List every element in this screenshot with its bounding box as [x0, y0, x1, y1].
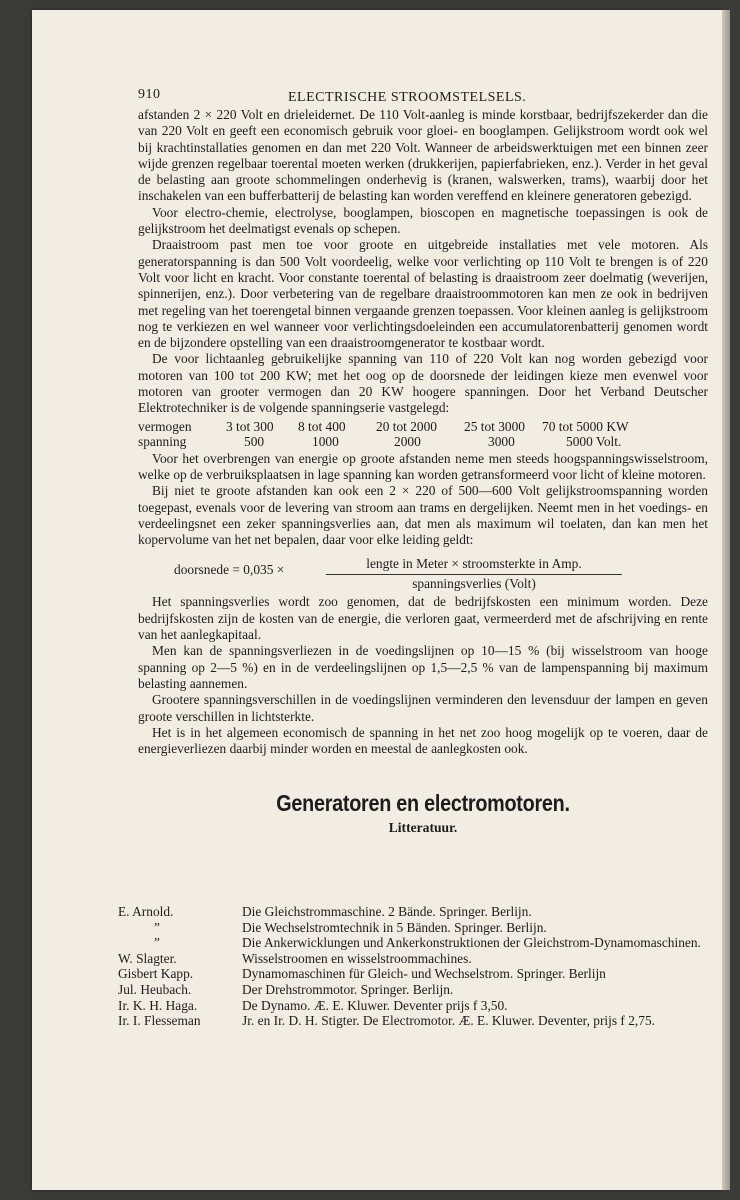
paragraph: Het spanningsverlies wordt zoo genomen, dat de bedrijfskosten een minimum worden. Deze bedrijfskosten zijn de kosten van de energie, die verloren gaat, vermeerderd met de afschrijving en rente van het aanlegkapitaal.: [138, 594, 708, 643]
table-cell: 5000 Volt.: [566, 433, 622, 449]
table-cell: 8 tot 400: [298, 418, 346, 434]
literature-list: [118, 904, 708, 1029]
table-cell: 20 tot 2000: [376, 418, 438, 434]
lit-author: E. Arnold.: [118, 904, 174, 919]
lit-author: Gisbert Kapp.: [118, 966, 194, 982]
list-item: [118, 966, 708, 982]
lit-title: Dynamomaschinen für Gleich- und Wechselstrom. Springer. Berlijn: [242, 966, 606, 982]
lit-author: W. Slagter.: [118, 950, 177, 966]
lit-title: Der Drehstrommotor. Springer. Berlijn.: [242, 981, 454, 997]
paragraph: Bij niet te groote afstanden kan ook een 2 × 220 of 500—600 Volt gelijkstroomspanning worden toegepast, evenals voor de levering van stroom aan trams en dergelijken. Neemt men in het voedings- en verdeelingsnet een zeker spanningsverlies aan, dat men als maximum wil toelaten, dan kan men het kopervolume van het net bepalen, daar voor elke leiding geldt:: [138, 483, 708, 548]
lit-title: Die Ankerwicklungen und Ankerkonstruktionen der Gleichstrom-Dynamomaschinen.: [242, 935, 701, 951]
list-item: [118, 1013, 708, 1029]
paragraph: Voor electro-chemie, electrolyse, booglampen, bioscopen en magnetische toepassingen is ook de gelijkstroom het deelmatigst evenals op schepen.: [138, 204, 708, 237]
list-item: [118, 982, 708, 998]
page-body: [138, 107, 708, 840]
table-header: vermogen: [138, 418, 192, 434]
lit-title: De Dynamo. Æ. E. Kluwer. Deventer prijs f 3,50.: [242, 997, 508, 1013]
lit-title: Die Gleichstrommaschine. 2 Bände. Springer. Berlijn.: [242, 904, 532, 919]
list-item: [118, 920, 708, 936]
paragraph: Draaistroom past men toe voor groote en uitgebreide installaties met vele motoren. Als generatorspanning is dan 500 Volt voordeelig, welke voor verlichting op 110 Volt te brengen is of 220 Volt voor licht en kracht. Voor constante toerental of belasting is draaistroom zeer doelmatig (weverijen, spinnerijen, enz.). Door verbetering van de regelbare draaistroommotoren kan men ze ook in bedrijven met regeling van het toerengetal binnen vergaande grenzen toepassen. Voor kleinen aanleg is gelijkstroom nog te verkiezen en wel wanneer voor verlichtingsdoeleinden een accumulatorenbatterij genomen wordt en de bijzondere opstelling van een draaistroomgenerator te kostbaar wordt.: [138, 237, 708, 351]
section-heading: Generatoren en electromotoren.: [276, 790, 570, 817]
formula-lhs: doorsnede = 0,035 ×: [174, 562, 285, 578]
list-item: [118, 904, 708, 920]
paragraph: Voor het overbrengen van energie op groote afstanden neme men steeds hoogspanningswisselstroom, welke op de verbruiksplaatsen in lage spanning kan worden getransformeerd voor licht of kleine motoren.: [138, 450, 708, 482]
table-header: spanning: [138, 433, 187, 449]
table-cell: 2000: [394, 433, 421, 449]
voltage-table: [138, 419, 708, 449]
formula-numerator: lengte in Meter × stroomsterkte in Amp.: [326, 556, 622, 574]
table-cell: 3 tot 300: [226, 418, 274, 434]
formula: [138, 556, 708, 592]
formula-denominator: spanningsverlies (Volt): [412, 575, 536, 591]
lit-title: Wisselstroomen en wisselstroommachines.: [242, 950, 472, 966]
lit-title: Die Wechselstromtechnik in 5 Bänden. Springer. Berlijn.: [242, 919, 547, 935]
list-item: [118, 951, 708, 967]
table-cell: 3000: [488, 433, 515, 449]
paragraph: afstanden 2 × 220 Volt en drieleidernet. De 110 Volt-aanleg is minde korstbaar, bedrijfszekerder dan die van 220 Volt en geeft een economisch gebruik voor gloei- en booglampen. Gelijkstroom wordt ook wel bij krachtinstallaties genomen en dan met 220 Volt. Wanneer de arbeidswerktuigen met een binnen zeer wijde grenzen regelbaar toerental moeten werken (drukkerijen, papierfabrieken, enz.). Verder in het geval de belasting aan groote schommelingen onderhevig is (kranen, walswerken, trams), waarbij door het inschakelen van een bufferbatterij de belasting kan worden vereffend en kleinere generatoren gebezigd.: [138, 107, 708, 204]
page-number: 910: [138, 87, 161, 102]
table-cell: 1000: [312, 433, 339, 449]
lit-title: Jr. en Ir. D. H. Stigter. De Electromotor. Æ. E. Kluwer. Deventer, prijs f 2,75.: [242, 1013, 656, 1029]
paragraph: Men kan de spanningsverliezen in de voedingslijnen op 10—15 % (bij wisselstroom van hooge spanning op 2—5 %) en in de verdeelingslijnen op 1,5—2,5 % van de lampenspanning bij maximum belasting aannemen.: [138, 643, 708, 691]
formula-fraction: [326, 556, 622, 592]
lit-author: Ir. K. H. Haga.: [118, 997, 198, 1013]
lit-author: ”: [154, 919, 160, 935]
list-item: [118, 998, 708, 1014]
table-cell: 500: [244, 433, 265, 449]
running-title: ELECTRISCHE STROOMSTELSELS.: [288, 90, 527, 105]
paragraph: De voor lichtaanleg gebruikelijke spanning van 110 of 220 Volt kan nog worden gebezigd voor motoren van 100 tot 200 KW; met het oog op de doorsnede der leidingen kieze men evenwel voor motoren van grooter vermogen dan 20 KW hoogere spanningen. Door het Verband Deutscher Elektrotechniker is de volgende spanningserie vastgelegd:: [138, 351, 708, 416]
lit-author: Ir. I. Flesseman: [118, 1013, 201, 1029]
table-cell: 25 tot 3000: [464, 418, 526, 434]
lit-author: ”: [154, 935, 160, 951]
paragraph: Grootere spanningsverschillen in de voedingslijnen verminderen den levensduur der lampen en geven groote verschillen in lichtsterkte.: [138, 692, 708, 724]
literature-heading: Litteratuur.: [388, 819, 458, 835]
page-edge: [722, 10, 730, 1190]
table-cell: 70 tot 5000 KW: [542, 418, 629, 434]
paragraph: Het is in het algemeen economisch de spanning in het net zoo hoog mogelijk op te voeren, daar de energieverliezen daarbij minder worden en meestal de aanlegkosten ook.: [138, 724, 708, 757]
list-item: [118, 935, 708, 951]
lit-author: Jul. Heubach.: [118, 981, 192, 997]
